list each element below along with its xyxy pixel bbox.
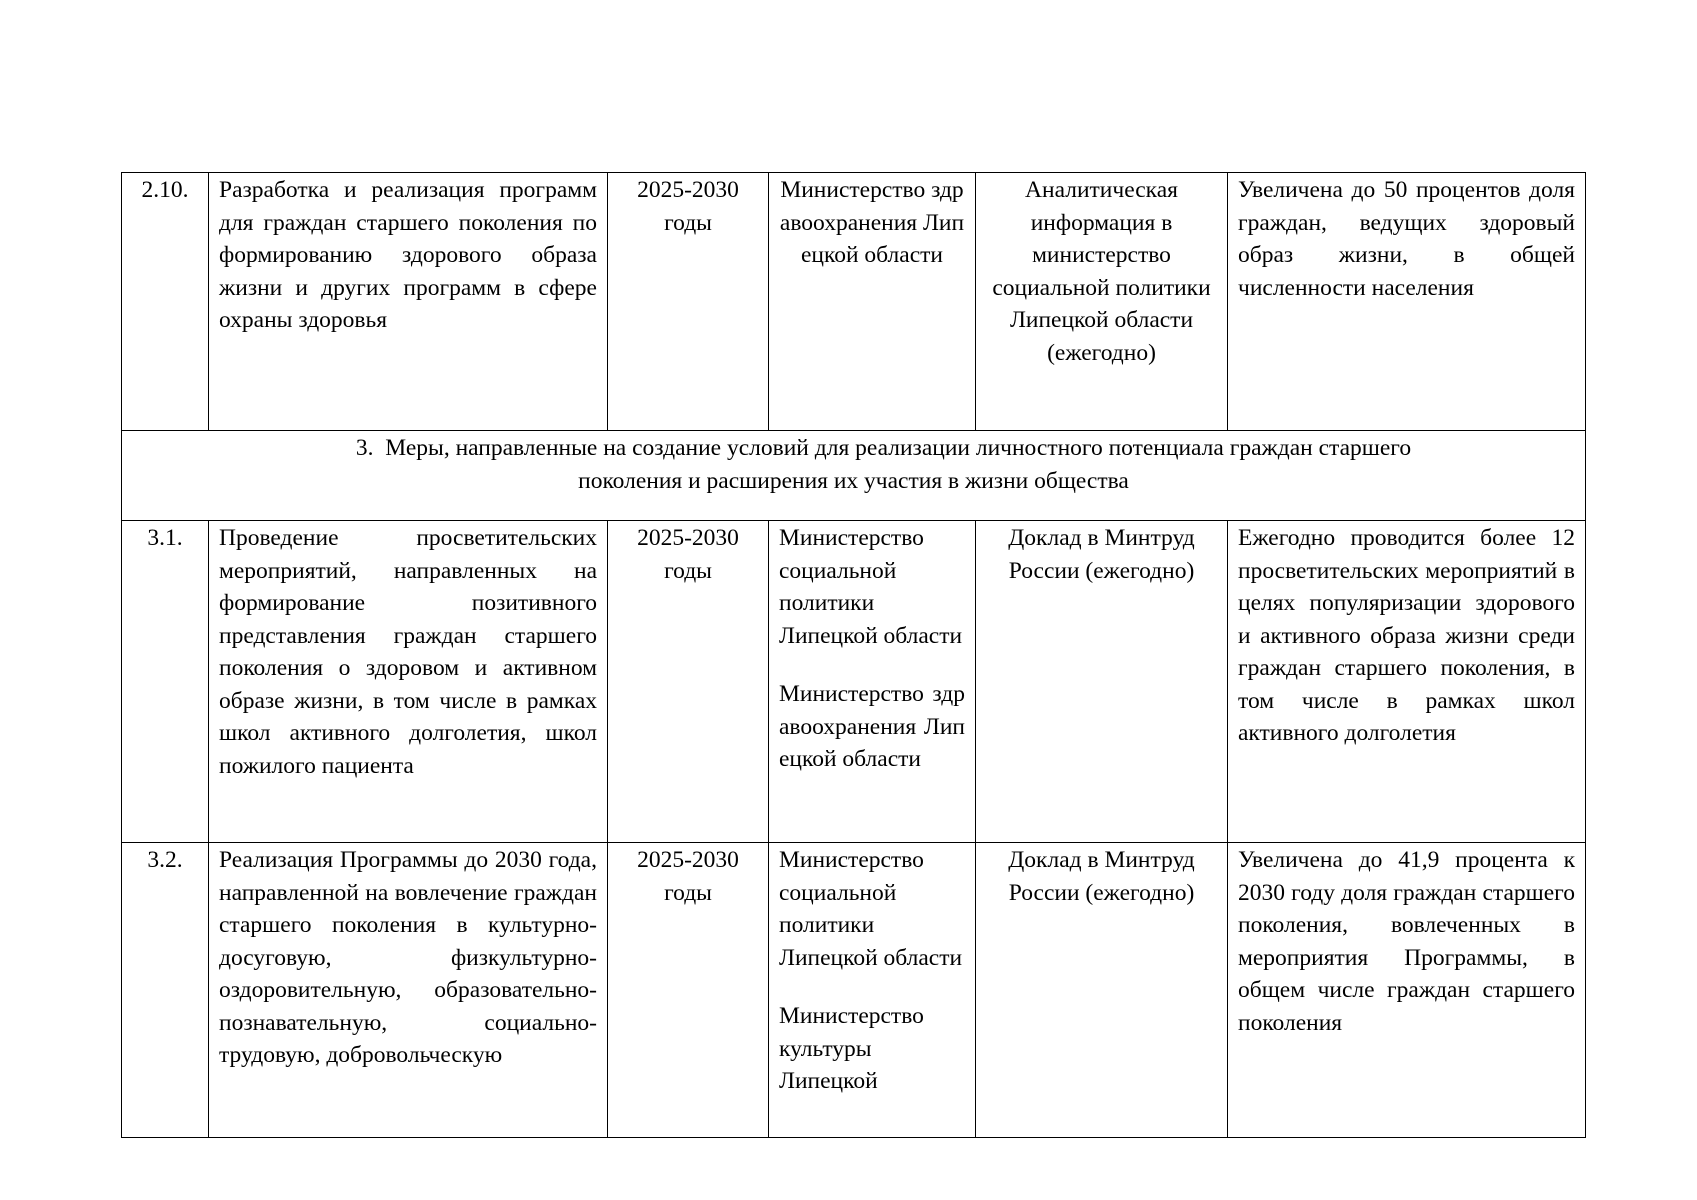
period-cell [608,173,769,431]
executor-cell [769,173,976,431]
activity-text: Разработка и реализация программ для граждан старшего поколения по формированию здорового образа жизни и других программ в сфере охраны здоровья [219,177,597,333]
section-title-line1: Меры, направленные на создание условий для реализации личностного потенциала граждан старшего [385,435,1412,461]
row-number: 3.1. [147,525,183,551]
activity-text: Проведение просветительских мероприятий, направленных на формирование позитивного представления граждан старшего поколения о здоровом и активном образе жизни, в том числе в рамках школ активного долголетия, школ пожилого пациента [219,525,597,779]
executor-text: Министерство социальной политики Липецкой области [779,847,963,971]
reporting-text: Доклад в Минтруд России (ежегодно) [1008,525,1195,584]
reporting-cell [976,843,1228,1138]
reporting-text: Аналитическая информация в министерство социальной политики Липецкой области (ежегодно) [992,177,1211,366]
section-heading-line1 [132,432,1575,465]
activity-cell [209,173,608,431]
reporting-cell [976,521,1228,843]
result-text: Ежегодно проводится более 12 просветительских мероприятий в целях популяризации здорового и активного образа жизни среди граждан старшего поколения, в том числе в рамках школ активного долголетия [1238,525,1575,746]
activity-cell [209,843,608,1138]
result-cell [1228,843,1586,1138]
table-row [122,521,1586,843]
row-number-cell [122,843,209,1138]
row-number-cell [122,173,209,431]
period-text: 2025-2030 годы [637,177,739,236]
executor-text: Министерство здравоохранения Липецкой области [779,177,965,268]
executor-text: Министерство здравоохранения Липецкой области [779,681,965,772]
section-heading-cell [122,431,1586,521]
row-number-cell [122,521,209,843]
executor-text: Министерство социальной политики Липецкой области [779,525,963,649]
reporting-cell [976,173,1228,431]
measures-table [121,172,1586,1138]
section-title-line2: поколения и расширения их участия в жизни общества [578,467,1129,494]
result-text: Увеличена до 41,9 процента к 2030 году доля граждан старшего поколения, вовлеченных в мероприятия Программы, в общем числе граждан старшего поколения [1238,847,1575,1036]
executor-cell [769,521,976,843]
activity-cell [209,521,608,843]
period-cell [608,843,769,1138]
section-number: 3. [355,435,374,461]
reporting-text: Доклад в Минтруд России (ежегодно) [1008,847,1195,906]
activity-text: Реализация Программы до 2030 года, направленной на вовлечение граждан старшего поколения в культурно-досуговую, физкультурно-оздоровительную, образовательно-познавательную, социально-трудовую, добровольческую [219,847,597,1068]
table-row [122,173,1586,431]
period-text: 2025-2030 годы [637,847,739,906]
result-cell [1228,521,1586,843]
section-row [122,431,1586,521]
table-row [122,843,1586,1138]
executor-text: Министерство культуры Липецкой [779,1003,924,1094]
result-text: Увеличена до 50 процентов доля граждан, ведущих здоровый образ жизни, в общей численности населения [1238,177,1575,301]
row-number: 3.2. [147,847,183,873]
result-cell [1228,173,1586,431]
period-cell [608,521,769,843]
period-text: 2025-2030 годы [637,525,739,584]
executor-cell [769,843,976,1138]
row-number: 2.10. [141,177,189,203]
